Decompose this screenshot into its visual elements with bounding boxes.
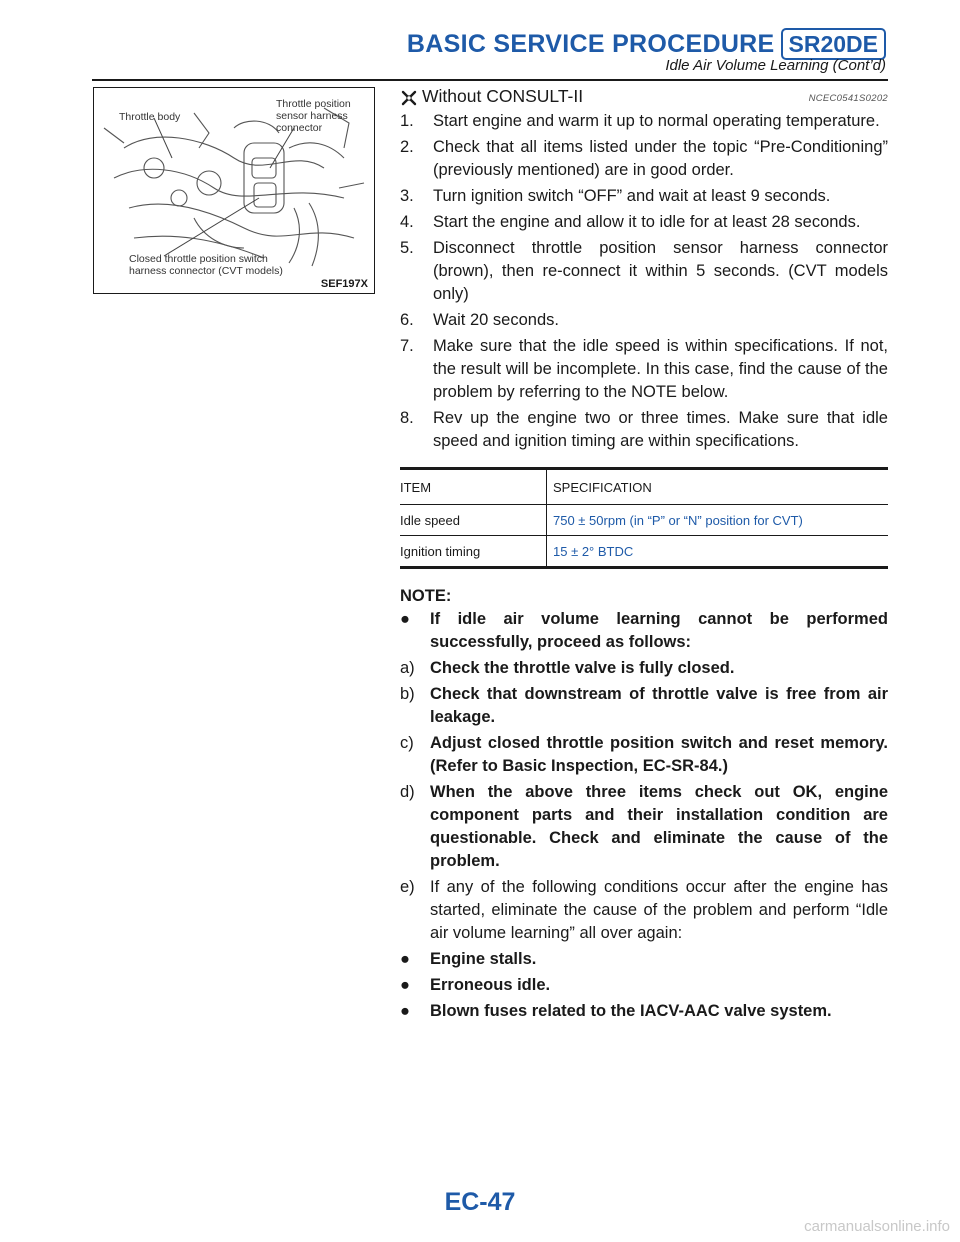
- label-ctps-harness: [129, 253, 283, 277]
- list-item: d) When the above three items check out OK, engine component parts and their installation condition are questionable. Check and eliminate the cause of the problem.: [400, 783, 888, 870]
- model-badge: SR20DE: [781, 28, 886, 60]
- table-row: [400, 536, 888, 568]
- figure-code: SEF197X: [320, 278, 368, 290]
- bullet-icon: ●: [400, 610, 410, 628]
- col-header-spec: SPECIFICATION: [553, 479, 652, 495]
- header-title-group: [407, 28, 886, 60]
- list-item: 2. Check that all items listed under the topic “Pre-Conditioning” (previously mentioned) are in good order.: [400, 138, 888, 179]
- list-item: a) Check the throttle valve is fully closed.: [400, 659, 735, 677]
- list-item: c) Adjust closed throttle position switch and reset memory. (Refer to Basic Inspection, EC-SR-84.): [400, 734, 888, 775]
- content-column: [400, 86, 888, 1026]
- label-tps-harness: [276, 98, 351, 134]
- condition-item: ● Engine stalls.: [400, 948, 888, 971]
- list-item: 1. Start engine and warm it up to normal operating temperature.: [400, 112, 880, 130]
- spec-table: [400, 467, 888, 569]
- section-code: NCEC0541S0202: [808, 93, 888, 104]
- label-ctps-line-2: harness connector (CVT models): [129, 265, 283, 277]
- engine-figure: [93, 87, 375, 294]
- page-number: EC-47: [444, 1188, 516, 1216]
- list-item: b) Check that downstream of throttle valve is free from air leakage.: [400, 685, 888, 726]
- step-list: [400, 110, 888, 453]
- x-tool-icon: [400, 89, 418, 112]
- cell-spec: 15 ± 2° BTDC: [553, 543, 634, 559]
- page-subtitle: Idle Air Volume Learning (Cont’d): [665, 57, 886, 74]
- note-heading: NOTE:: [400, 587, 452, 605]
- header-rule: [92, 79, 888, 81]
- col-header-item: ITEM: [400, 469, 547, 505]
- cell-item: Ignition timing: [400, 536, 547, 568]
- table-row: [400, 505, 888, 536]
- condition-item: ● Erroneous idle.: [400, 974, 888, 997]
- bullet-icon: ●: [400, 950, 410, 968]
- label-tps-line-3: connector: [276, 122, 323, 134]
- list-item: 4. Start the engine and allow it to idle for at least 28 seconds.: [400, 213, 861, 231]
- list-item: 3. Turn ignition switch “OFF” and wait at least 9 seconds.: [400, 187, 831, 205]
- condition-item: ● Blown fuses related to the IACV-AAC valve system.: [400, 1000, 888, 1023]
- section-title: Without CONSULT-II: [422, 86, 584, 106]
- cell-item: Idle speed: [400, 505, 547, 536]
- watermark: carmanualsonline.info: [804, 1218, 950, 1235]
- note-intro: ● If idle air volume learning cannot be performed successfully, proceed as follows:: [400, 610, 888, 651]
- list-item: 6. Wait 20 seconds.: [400, 311, 559, 329]
- cell-spec: 750 ± 50rpm (in “P” or “N” position for CVT): [553, 512, 803, 528]
- list-item: 5. Disconnect throttle position sensor harness connector (brown), then re-connect it within 5 seconds. (CVT models only): [400, 239, 888, 303]
- label-ctps-line-1: Closed throttle position switch: [129, 253, 268, 265]
- table-header-row: [400, 469, 888, 505]
- list-item: 7. Make sure that the idle speed is within specifications. If not, the result will be incomplete. In this case, find the cause of the problem by referring to the NOTE below.: [400, 337, 888, 401]
- list-item: e) If any of the following conditions occur after the engine has started, eliminate the cause of the problem and perform “Idle air volume learning” all over again:: [400, 878, 888, 942]
- section-heading: [400, 86, 888, 110]
- list-item: 8. Rev up the engine two or three times. Make sure that idle speed and ignition timing are within specifications.: [400, 409, 888, 450]
- bullet-icon: ●: [400, 1002, 410, 1020]
- label-tps-line-1: Throttle position: [276, 98, 351, 110]
- bullet-icon: ●: [400, 976, 410, 994]
- label-throttle-body: Throttle body: [119, 111, 181, 123]
- label-tps-line-2: sensor harness: [276, 110, 348, 122]
- page-title: BASIC SERVICE PROCEDURE: [406, 29, 775, 58]
